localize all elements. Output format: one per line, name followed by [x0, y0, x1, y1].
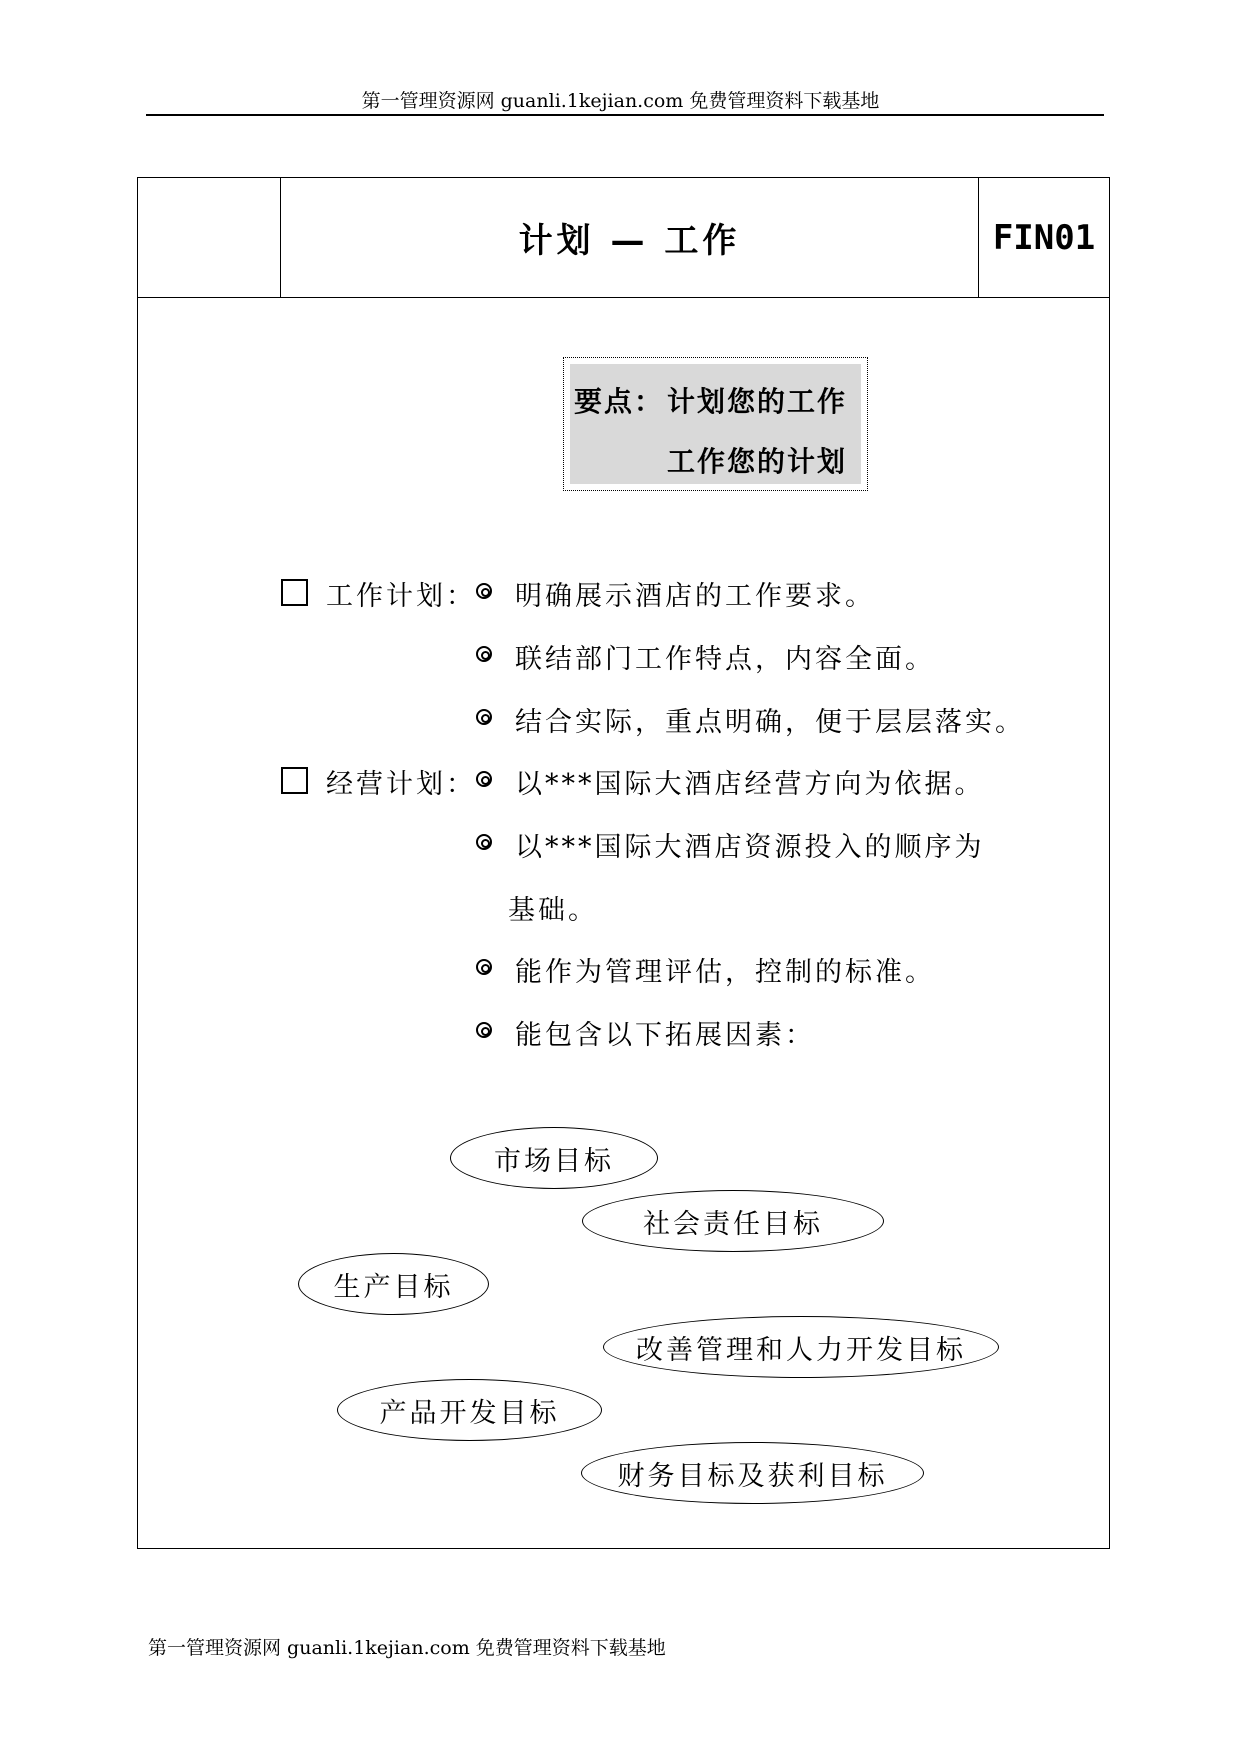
bullet-icon: [476, 1022, 492, 1038]
bullet-text: 联结部门工作特点，内容全面。: [515, 644, 935, 675]
key-points-box: [563, 357, 868, 491]
page-footer: 第一管理资源网 guanli.1kejian.com 免费管理资料下载基地: [148, 1637, 666, 1659]
section-label-business-plan: 经营计划：: [326, 769, 476, 800]
bullet-icon: [476, 709, 492, 725]
title-row: [138, 178, 1109, 298]
bullet-text: 能包含以下拓展因素：: [515, 1020, 815, 1051]
goal-market: 市场目标: [450, 1127, 658, 1189]
bullet-icon: [476, 646, 492, 662]
bullet-text: 以***国际大酒店经营方向为依据。: [515, 769, 985, 800]
bullet-text: 能作为管理评估，控制的标准。: [515, 957, 935, 988]
section-label-work-plan: 工作计划：: [326, 581, 476, 612]
bullet-icon: [476, 771, 492, 787]
goal-finance-profit: 财务目标及获利目标: [581, 1442, 924, 1504]
bullet-continuation: 基础。: [508, 895, 598, 926]
goal-management-hr: 改善管理和人力开发目标: [603, 1316, 999, 1378]
page-header: 第一管理资源网 guanli.1kejian.com 免费管理资料下载基地: [361, 90, 880, 112]
bullet-icon: [476, 583, 492, 599]
header-rule: [146, 114, 1104, 116]
checkbox-business-plan[interactable]: [281, 767, 308, 794]
title-cell-empty: [138, 178, 281, 297]
key-points-label: 要点：: [574, 385, 665, 418]
document-code: FIN01: [978, 178, 1109, 297]
bullet-text: 明确展示酒店的工作要求。: [515, 581, 875, 612]
bullet-text: 结合实际，重点明确，便于层层落实。: [515, 707, 1025, 738]
goal-social-responsibility: 社会责任目标: [582, 1190, 884, 1252]
bullet-icon: [476, 959, 492, 975]
key-point-2: 工作您的计划: [667, 445, 848, 478]
document-title: 计划 — 工作: [518, 221, 741, 261]
goal-production: 生产目标: [298, 1253, 489, 1315]
bullet-text: 以***国际大酒店资源投入的顺序为: [515, 832, 985, 863]
goal-product-development: 产品开发目标: [337, 1379, 602, 1441]
key-point-1: 计划您的工作: [667, 385, 848, 418]
checkbox-work-plan[interactable]: [281, 579, 308, 606]
bullet-icon: [476, 834, 492, 850]
